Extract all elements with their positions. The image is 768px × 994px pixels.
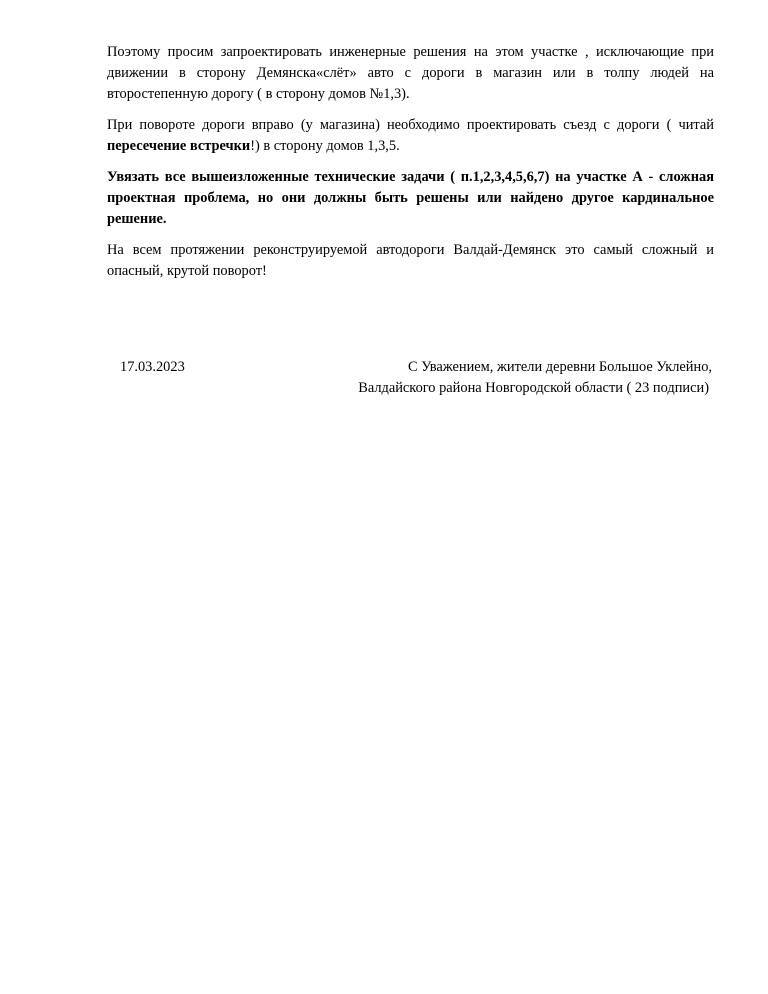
paragraph-exit-bold-text: пересечение встречки bbox=[107, 138, 251, 154]
signature-line-residents: С Уважением, жители деревни Большое Уклейно, bbox=[408, 359, 712, 375]
paragraph-dangerous-turn: На всем протяжении реконструируемой автодороги Валдай-Демянск это самый сложный и опасный, крутой поворот! bbox=[107, 242, 714, 279]
paragraph-technical-tasks: Увязать все вышеизложенные технические задачи ( п.1,2,3,4,5,6,7) на участке А - сложная проектная проблема, но они должны быть решены или найдено другое кардинальное решение. bbox=[107, 169, 714, 227]
paragraph-exit-text-start: При повороте дороги вправо (у магазина) необходимо проектировать съезд с дороги ( читай bbox=[107, 117, 714, 133]
signature-line-region: Валдайского района Новгородской области ( 23 подписи) bbox=[358, 380, 709, 396]
signature-date: 17.03.2023 bbox=[120, 359, 185, 375]
paragraph-exit-design bbox=[107, 115, 714, 157]
paragraph-exit-text-end: !) в сторону домов 1,3,5. bbox=[250, 138, 400, 154]
paragraph-request-engineering: Поэтому просим запроектировать инженерные решения на этом участке , исключающие при движении в сторону Демянска«слёт» авто с дороги в магазин или в толпу людей на второстепенную дорогу ( в сторону домов №1,3). bbox=[107, 44, 714, 102]
